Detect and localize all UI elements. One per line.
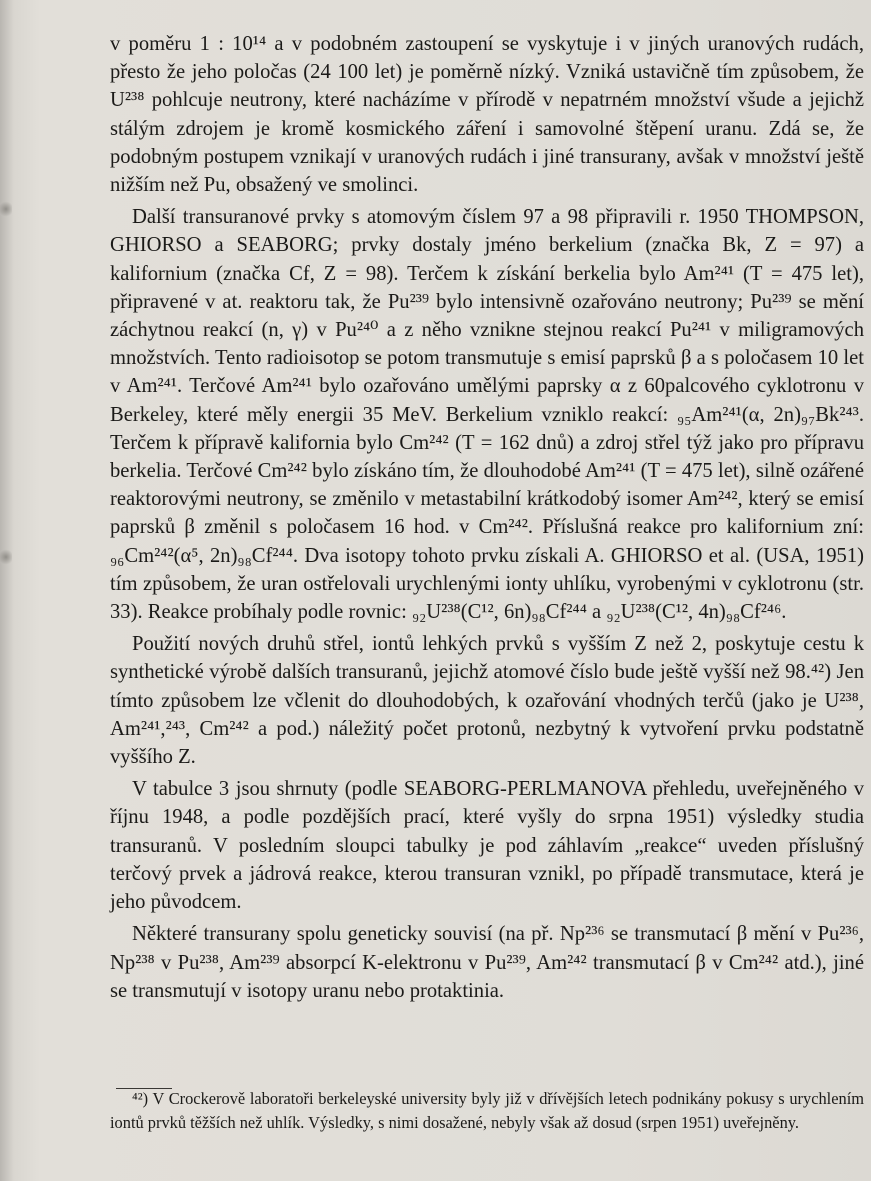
footnote [110, 1087, 864, 1134]
body-text [110, 30, 864, 1009]
scan-artifact [0, 548, 12, 566]
paragraph-2: Další transuranové prvky s atomovým číslem 97 a 98 připravili r. 1950 THOMPSON, GHIORSO a SEABORG; prvky dostaly jméno berkelium (značka Bk, Z = 97) a kalifornium (značka Cf, Z = 98). Terčem k získání berkelia bylo Am²⁴¹ (T = 475 let), připravené v at. reaktoru tak, že Pu²³⁹ bylo intensivně ozařováno neutrony; Pu²³⁹ se mění záchytnou reakcí (n, γ) v Pu²⁴⁰ a z něho vznikne stejnou reakcí Pu²⁴¹ v miligramových množstvích. Tento radioisotop se potom transmutuje s emisí paprsků β a s poločasem 10 let v Am²⁴¹. Terčové Am²⁴¹ bylo ozařováno umělými paprsky α z 60palcového cyklotronu v Berkeley, které měly energii 35 MeV. Berkelium vzniklo reakcí: ₉₅Am²⁴¹(α, 2n)₉₇Bk²⁴³. Terčem k přípravě kalifornia bylo Cm²⁴² (T = 162 dnů) a zdroj střel týž jako pro přípravu berkelia. Terčové Cm²⁴² bylo získáno tím, že dlouhodobé Am²⁴¹ (T = 475 let), silně ozářené reaktorovými neutrony, se změnilo v metastabilní krátkodobý isomer Am²⁴², který se emisí paprsků β změnil s poločasem 16 hod. v Cm²⁴². Příslušná reakce pro kalifornium zní: ₉₆Cm²⁴²(α⁵, 2n)₉₈Cf²⁴⁴. Dva isotopy tohoto prvku získali A. GHIORSO et al. (USA, 1951) tím způsobem, že uran ostřelovali urychlenými ionty uhlíku, vyrobenými v cyklotronu (str. 33). Reakce probíhaly podle rovnic: ₉₂U²³⁸(C¹², 6n)₉₈Cf²⁴⁴ a ₉₂U²³⁸(C¹², 4n)₉₈Cf²⁴⁶. [110, 206, 864, 624]
paragraph-3: Použití nových druhů střel, iontů lehkých prvků s vyšším Z než 2, poskytuje cestu k synthetické výrobě dalších transuranů, jejichž atomové číslo bude ještě vyšší než 98.⁴²) Jen tímto způsobem lze včlenit do dlouhodobých, k ozařování vhodných terčů (jako je U²³⁸, Am²⁴¹,²⁴³, Cm²⁴² a pod.) náležitý počet protonů, nezbytný k vytvoření prvku podstatně vyššího Z. [110, 633, 864, 769]
paragraph-1: v poměru 1 : 10¹⁴ a v podobném zastoupení se vyskytuje i v jiných uranových rudách, přesto že jeho poločas (24 100 let) je poměrně nízký. Vzniká ustavičně tím způsobem, že U²³⁸ pohlcuje neutrony, které nacházíme v přírodě v nepatrném množství všude a jejichž stálým zdrojem je kromě kosmického záření i samovolné štěpení uranu. Zdá se, že podobným postupem vznikají v uranových rudách i jiné transurany, avšak v množství ještě nižším než Pu, obsažený ve smolinci. [110, 33, 864, 197]
paragraph-4: V tabulce 3 jsou shrnuty (podle SEABORG-PERLMANOVA přehledu, uveřejněného v říjnu 1948, a podle pozdějších prací, které vyšly do srpna 1951) výsledky studia transuranů. V posledním sloupci tabulky je pod záhlavím „reakce“ uveden příslušný terčový prvek a jádrová reakce, kterou transuran vznikl, po případě transmutace, která je jeho původcem. [110, 778, 864, 914]
scan-artifact [0, 200, 12, 218]
footnote-text: ⁴²) V Crockerově laboratoři berkeleyské university byly již v dřívějších letech podnikány pokusy s urychlením iontů prvků těžších než uhlík. Výsledky, s nimi dosažené, nebyly však až dosud (srpen 1951) uveřejněny. [110, 1089, 864, 1132]
paragraph-5: Některé transurany spolu geneticky souvisí (na př. Np²³⁶ se transmutací β mění v Pu²³⁶, Np²³⁸ v Pu²³⁸, Am²³⁹ absorpcí K-elektronu v Pu²³⁹, Am²⁴² transmutací β v Cm²⁴² atd.), jiné se transmutují v isotopy uranu nebo protaktinia. [110, 923, 864, 1002]
